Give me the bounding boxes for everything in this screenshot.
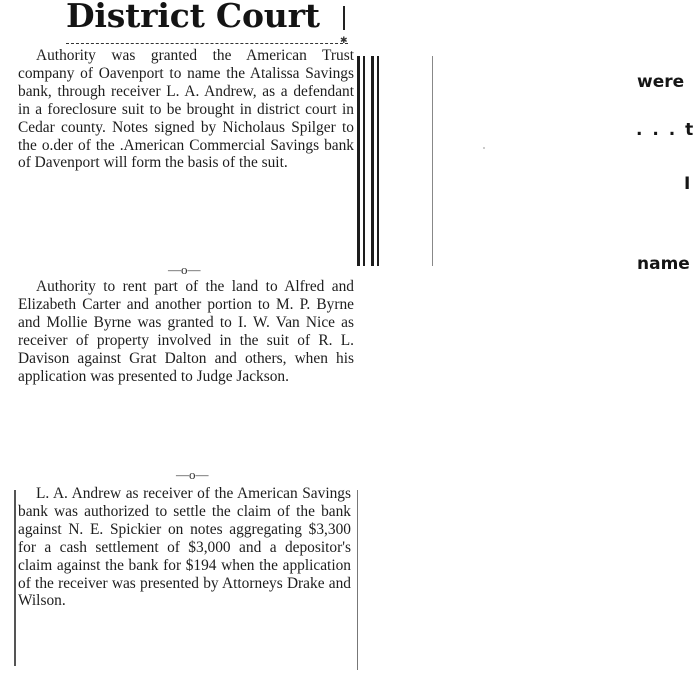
fragment-line-1: were [637, 72, 685, 92]
fragment-line-4: name [637, 254, 690, 274]
column-rule [432, 56, 433, 266]
headline-rule [66, 43, 348, 44]
paragraph-separator-2: —o— [176, 467, 209, 482]
column-rule [363, 56, 365, 266]
article-headline: District Court [66, 0, 320, 35]
column-rule [14, 490, 16, 666]
article-paragraph-3: L. A. Andrew as receiver of the American Savings bank was authorized to settle the claim of the bank against N. E. Spickier on notes aggregating $3,300 for a cash settlement of $3,000 and a depositor's claim against the bank for $194 when the application of the receiver was presented by Attorneys Drake and Wilson. [18, 485, 351, 610]
column-rule [377, 56, 379, 266]
fragment-line-2: . . . t [636, 120, 696, 140]
column-rule [357, 56, 360, 266]
paragraph-separator-1: —o— [168, 262, 201, 277]
article-paragraph-2: Authority to rent part of the land to Alfred and Elizabeth Carter and another portion to M. P. Byrne and Mollie Byrne was granted to I. W. Van Nice as receiver of property involved in the suit of R. L. Davison against Grat Dalton and others, when his application was presented to Judge Jackson. [18, 278, 354, 385]
print-speck [483, 147, 485, 149]
column-rule [371, 56, 374, 266]
article-paragraph-1: Authority was granted the American Trust company of Oavenport to name the Atalissa Savings bank, through receiver L. A. Andrew, as a defendant in a foreclosure suit to be brought in district court in Cedar county. Notes signed by Nicholaus Spilger to the o.der of the .American Commercial Savings bank of Davenport will form the basis of the suit. [18, 47, 354, 172]
headline-column-mark [343, 6, 345, 30]
fragment-line-3: I [684, 174, 691, 194]
column-rule [357, 490, 358, 670]
adjacent-article-fragment [620, 0, 699, 300]
rule-ornament: ✱ [340, 36, 348, 46]
